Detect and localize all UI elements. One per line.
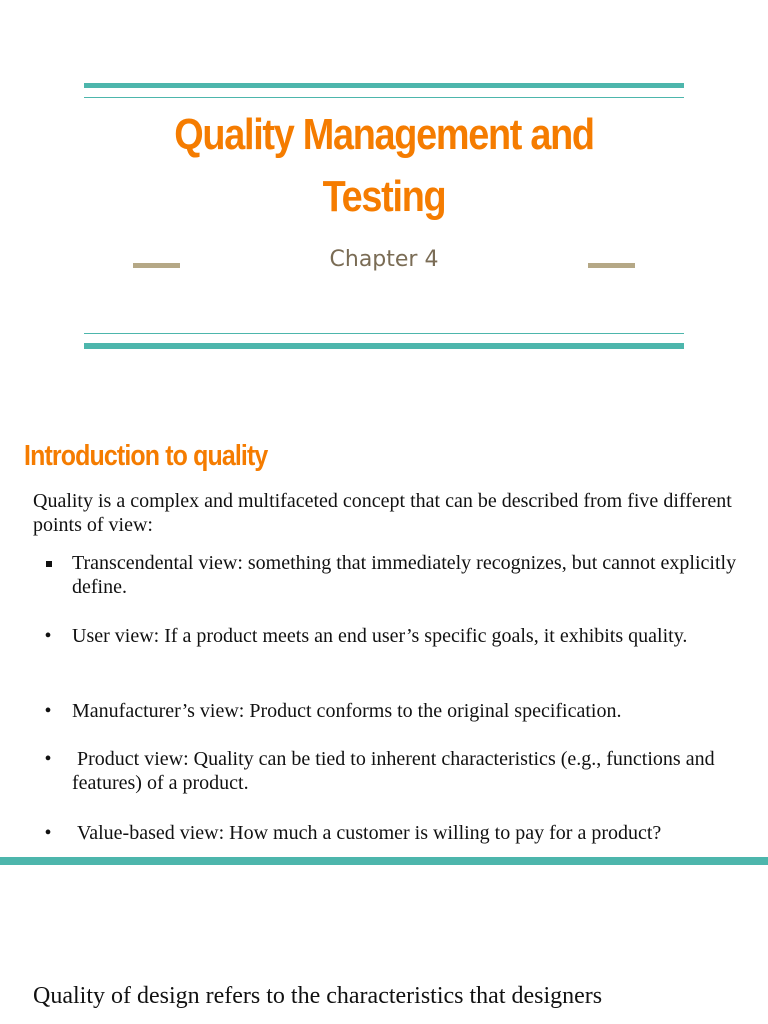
list-item [44, 699, 737, 723]
list-item [44, 821, 737, 845]
list-item-text: Value-based view: How much a customer is willing to pay for a product? [72, 822, 662, 844]
list-item [72, 551, 737, 599]
list-item-text: Manufacturer’s view: Product conforms to the original specification. [72, 700, 622, 722]
list-item-text: User view: If a product meets an end user’s specific goals, it exhibits quality. [72, 625, 688, 647]
top-thick-rule [84, 83, 684, 88]
round-bullet-icon: • [44, 822, 52, 844]
round-bullet-icon: • [44, 748, 52, 770]
list-item [44, 747, 737, 795]
round-bullet-icon: • [44, 625, 52, 647]
intro-paragraph: Quality is a complex and multifaceted concept that can be described from five different points of view: [33, 490, 732, 536]
quality-of-design-text: Quality of design refers to the characteristics that designers [33, 983, 603, 1009]
list-item-text: Product view: Quality can be tied to inherent characteristics (e.g., functions and features) of a product. [72, 748, 720, 794]
section-heading: Introduction to quality [24, 440, 268, 472]
bottom-thick-rule [84, 343, 684, 349]
top-thin-rule [84, 97, 684, 98]
list-item-text: Transcendental view: something that immediately recognizes, but cannot explicitly define. [72, 552, 737, 598]
right-dash-ornament [588, 263, 635, 268]
left-dash-ornament [133, 263, 180, 268]
presentation-title: Quality Management and Testing [174, 110, 594, 221]
round-bullet-icon: • [44, 700, 52, 722]
chapter-subtitle: Chapter 4 [329, 247, 439, 272]
square-bullet-icon [46, 561, 52, 567]
slide-separator [0, 857, 768, 865]
bottom-thin-rule [84, 333, 684, 334]
list-item [44, 624, 737, 648]
